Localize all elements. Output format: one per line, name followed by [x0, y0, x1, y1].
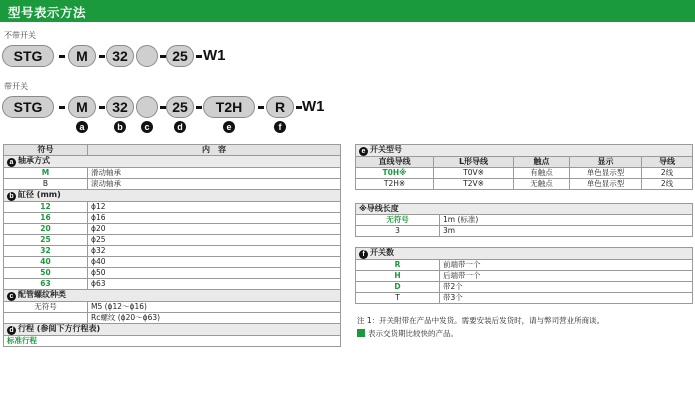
marker-e: e [223, 121, 235, 133]
section-stroke [4, 324, 341, 336]
desc-cell: ϕ32 [88, 246, 341, 257]
table-row [4, 246, 341, 257]
code-pill-bore: 32 [106, 45, 134, 67]
code-dash [99, 106, 105, 109]
code-pill-switch-model: T2H [203, 96, 255, 118]
code-pill-stroke: 25 [166, 96, 194, 118]
code-pill-series: STG [2, 96, 54, 118]
lead-length-table [355, 203, 693, 237]
desc-cell: 带2个 [440, 282, 693, 293]
table-row [4, 235, 341, 246]
section-lead-length: ※导线长度 [356, 204, 693, 215]
legend-green-square [357, 329, 365, 337]
table-row [356, 282, 693, 293]
code-dash [258, 106, 264, 109]
desc-cell: ϕ12 [88, 202, 341, 213]
desc-cell: 前端带一个 [440, 260, 693, 271]
desc-cell: ϕ50 [88, 268, 341, 279]
page-title: 型号表示方法 [8, 5, 87, 20]
code-cell: R [356, 260, 440, 271]
section-title: 开关型号 [370, 145, 402, 154]
cell: 有触点 [514, 168, 570, 179]
marker-c: c [141, 121, 153, 133]
desc-cell: Rc螺纹 (ϕ20～ϕ63) [88, 313, 341, 324]
code-dash [196, 55, 202, 58]
code-pill-port-thread [136, 96, 158, 118]
cell: T2V※ [434, 179, 514, 190]
col-header-straight-lead: 直线导线 [356, 157, 434, 168]
col-header-contact: 触点 [514, 157, 570, 168]
code-cell: 16 [4, 213, 88, 224]
code-cell: M [4, 168, 88, 179]
code-cell: 40 [4, 257, 88, 268]
section-header-bar [0, 0, 695, 22]
table-row [356, 179, 693, 190]
code-suffix: W1 [203, 47, 226, 64]
code-cell: 32 [4, 246, 88, 257]
col-header-content: 内 容 [88, 145, 341, 156]
switch-qty-table [355, 247, 693, 304]
table-row [4, 336, 341, 347]
code-pill-bearing: M [68, 96, 96, 118]
switch-type-table [355, 144, 693, 190]
table-row [356, 215, 693, 226]
marker-d: d [174, 121, 186, 133]
col-header-wire: 导线 [642, 157, 693, 168]
no-switch-label: 不带开关 [4, 31, 36, 40]
code-cell: T0H※ [356, 168, 434, 179]
code-pill-port-thread [136, 45, 158, 67]
letter-badge-f: f [359, 250, 368, 259]
code-dash [59, 55, 65, 58]
table-row [4, 179, 341, 190]
code-cell: 标准行程 [4, 336, 341, 347]
desc-cell: 带3个 [440, 293, 693, 304]
code-pill-series: STG [2, 45, 54, 67]
code-dash [99, 55, 105, 58]
table-row [4, 313, 341, 324]
table-row [4, 168, 341, 179]
legend-note [357, 328, 458, 339]
marker-b: b [114, 121, 126, 133]
code-cell: 50 [4, 268, 88, 279]
with-switch-label: 带开关 [4, 82, 28, 91]
desc-cell: 1m (标准) [440, 215, 693, 226]
cell: 无触点 [514, 179, 570, 190]
table-row [4, 213, 341, 224]
table-row [4, 279, 341, 290]
code-pill-switch-qty: R [266, 96, 294, 118]
desc-cell: 后端带一个 [440, 271, 693, 282]
table-row [356, 293, 693, 304]
code-cell [4, 313, 88, 324]
code-cell: 20 [4, 224, 88, 235]
letter-badge-c: c [7, 292, 16, 301]
marker-a: a [76, 121, 88, 133]
desc-cell: ϕ63 [88, 279, 341, 290]
code-cell: D [356, 282, 440, 293]
desc-cell: ϕ16 [88, 213, 341, 224]
code-cell: 3 [356, 226, 440, 237]
section-title: 行程 (参阅下方行程表) [18, 324, 101, 333]
code-suffix: W1 [302, 98, 325, 115]
section-title: 轴承方式 [18, 156, 50, 165]
table-row [356, 226, 693, 237]
section-title: 缸径 (mm) [18, 190, 61, 199]
col-header-symbol: 符号 [4, 145, 88, 156]
desc-cell: 3m [440, 226, 693, 237]
code-cell: 无符号 [356, 215, 440, 226]
cell: 2线 [642, 179, 693, 190]
section-switch-qty [356, 248, 693, 260]
code-cell: H [356, 271, 440, 282]
code-pill-bore: 32 [106, 96, 134, 118]
table-row [4, 257, 341, 268]
marker-f: f [274, 121, 286, 133]
code-dash [196, 106, 202, 109]
desc-cell: M5 (ϕ12～ϕ16) [88, 302, 341, 313]
code-cell: T [356, 293, 440, 304]
desc-cell: ϕ20 [88, 224, 341, 235]
code-cell: 63 [4, 279, 88, 290]
desc-cell: ϕ25 [88, 235, 341, 246]
letter-badge-d: d [7, 326, 16, 335]
table-row [4, 202, 341, 213]
cell: 2线 [642, 168, 693, 179]
section-bearing-type [4, 156, 341, 168]
code-dash [59, 106, 65, 109]
section-title: 配管螺纹种类 [18, 290, 66, 299]
code-cell: 25 [4, 235, 88, 246]
table-row [356, 260, 693, 271]
letter-badge-e: e [359, 147, 368, 156]
code-pill-stroke: 25 [166, 45, 194, 67]
desc-cell: ϕ40 [88, 257, 341, 268]
table-row [356, 168, 693, 179]
code-cell: B [4, 179, 88, 190]
legend-text: 表示交货期比较快的产品。 [368, 329, 458, 338]
letter-badge-b: b [7, 192, 16, 201]
footnote-1: 注 1：开关附带在产品中发货。需要安装后发货时，请与弊司营业所商谈。 [357, 316, 605, 325]
code-pill-bearing: M [68, 45, 96, 67]
cell: 单色显示型 [570, 168, 642, 179]
code-cell: T2H※ [356, 179, 434, 190]
table-row [4, 224, 341, 235]
section-bore-size [4, 190, 341, 202]
cell: 单色显示型 [570, 179, 642, 190]
section-port-thread [4, 290, 341, 302]
section-title: 开关数 [370, 248, 394, 257]
col-header-l-lead: L形导线 [434, 157, 514, 168]
desc-cell: 滚动轴承 [88, 179, 341, 190]
col-header-indicator: 显示 [570, 157, 642, 168]
table-row [356, 271, 693, 282]
code-cell: 12 [4, 202, 88, 213]
table-row [4, 302, 341, 313]
table-row [4, 268, 341, 279]
letter-badge-a: a [7, 158, 16, 167]
section-switch-model [356, 145, 693, 157]
cell: T0V※ [434, 168, 514, 179]
code-cell: 无符号 [4, 302, 88, 313]
spec-table-left [3, 144, 341, 347]
desc-cell: 滑动轴承 [88, 168, 341, 179]
